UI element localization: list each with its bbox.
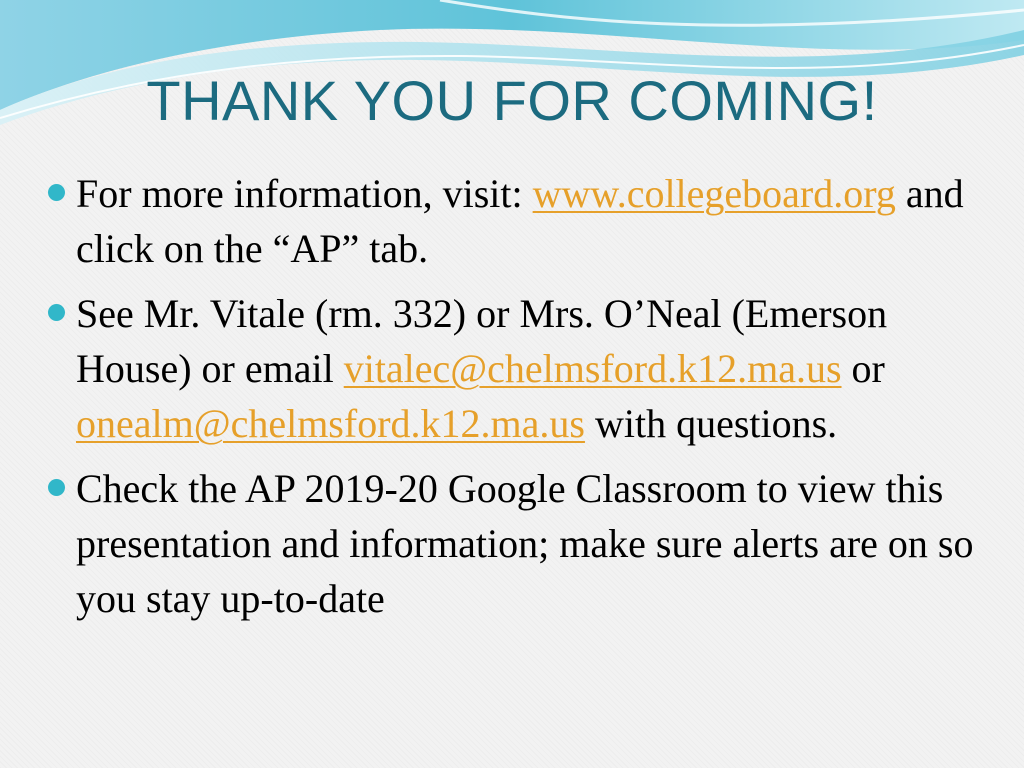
slide-title: THANK YOU FOR COMING! — [146, 69, 878, 132]
collegeboard-link[interactable]: www.collegeboard.org — [532, 171, 896, 216]
bullet-dot-icon — [48, 304, 65, 321]
bullet-list — [48, 166, 1008, 636]
bullet-text: or — [841, 346, 885, 391]
bullet-text: For more information, visit: — [76, 171, 533, 216]
bullet-text: with questions. — [584, 401, 838, 446]
bullet-item-contacts — [48, 286, 1008, 451]
oneal-email-link[interactable]: onealm@chelmsford.k12.ma.us — [76, 401, 585, 446]
bullet-item-more-info — [48, 166, 1008, 276]
bullet-dot-icon — [48, 479, 65, 496]
bullet-text: Check the AP 2019-20 Google Classroom to view this presentation and information; make sure alerts are on so you stay up-to-date — [76, 466, 974, 621]
bullet-text: See Mr. Vitale (rm. 332) or Mrs. O’Neal (Emerson House) or email — [76, 291, 888, 391]
bullet-text: and click on the “AP” tab. — [76, 171, 964, 271]
bullet-dot-icon — [48, 184, 65, 201]
bullet-item-classroom — [48, 461, 1008, 626]
vitale-email-link[interactable]: vitalec@chelmsford.k12.ma.us — [343, 346, 842, 391]
